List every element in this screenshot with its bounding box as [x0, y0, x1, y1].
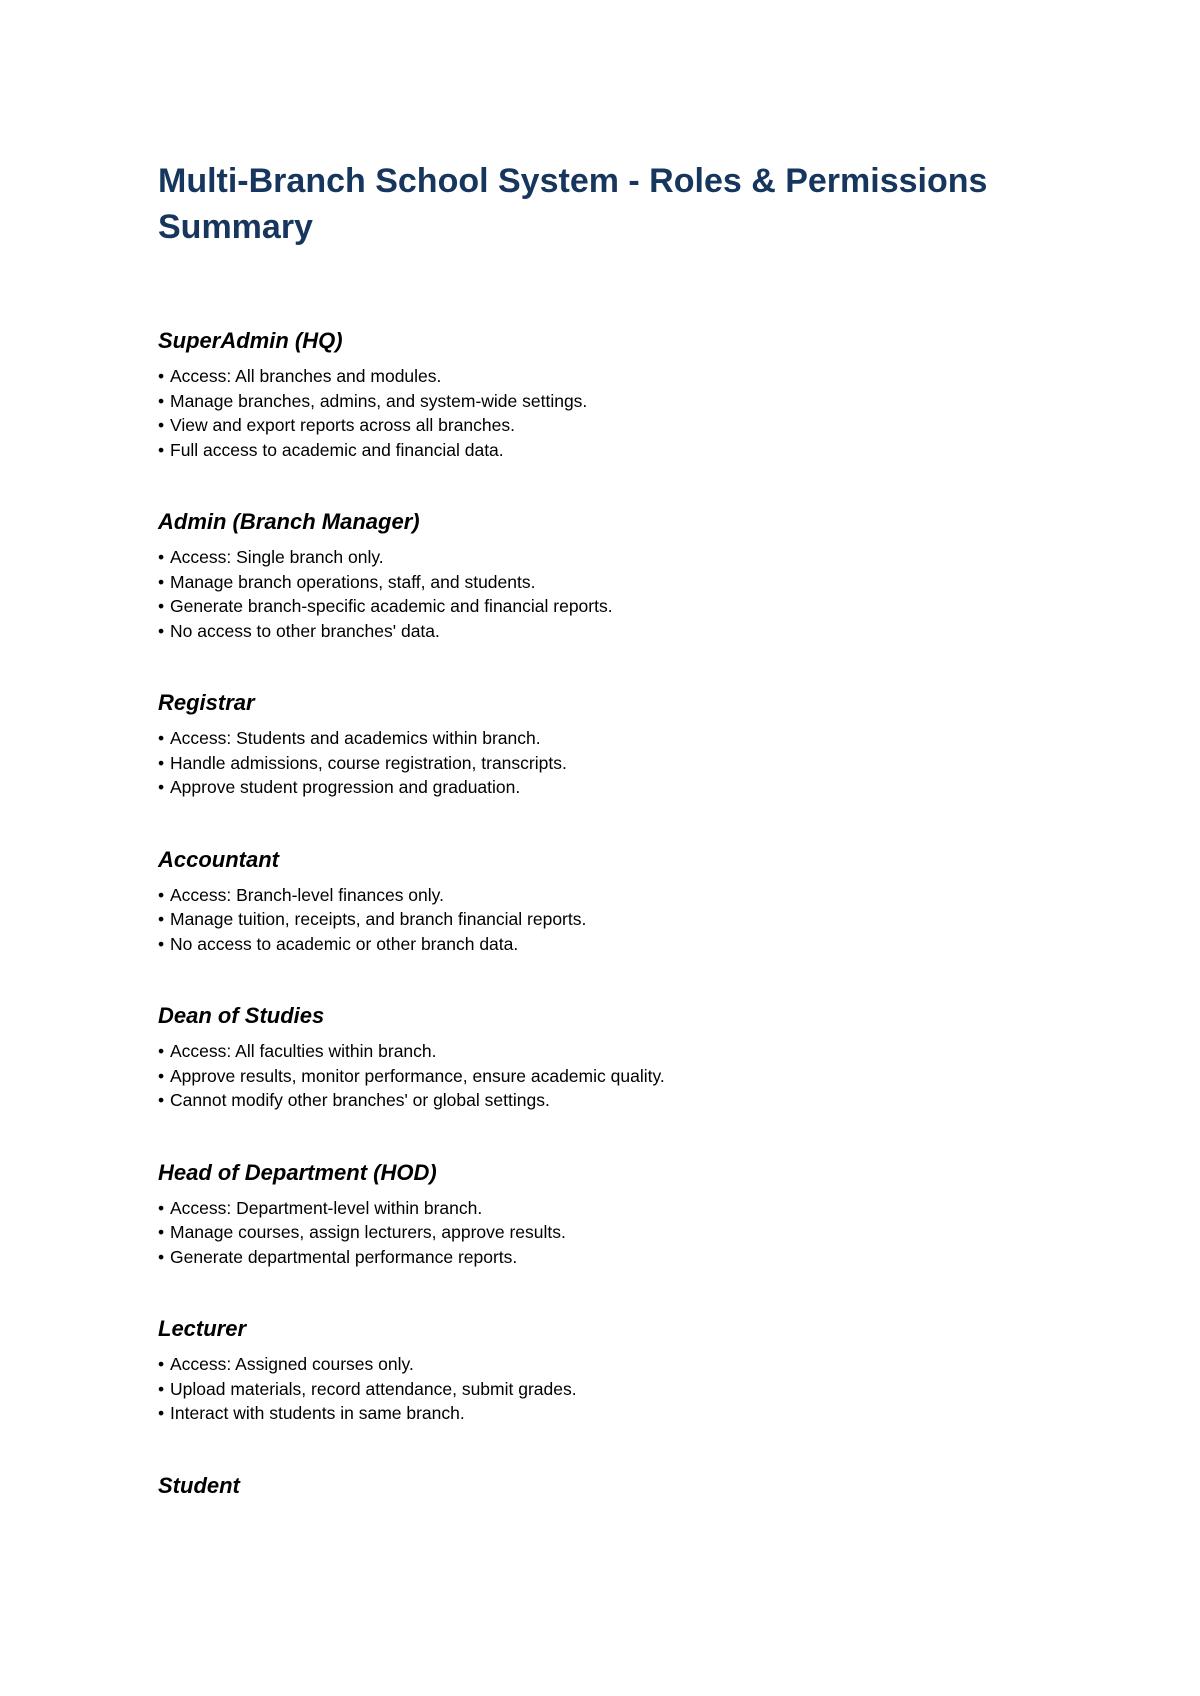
role-section	[158, 690, 1058, 800]
list-item	[158, 1196, 1058, 1221]
bullet-icon: •	[158, 777, 165, 797]
list-item	[158, 883, 1058, 908]
permission-list	[158, 726, 1058, 800]
list-item	[158, 1401, 1058, 1426]
bullet-icon: •	[158, 1197, 165, 1218]
bullet-icon: •	[158, 752, 165, 773]
list-item-text: View and export reports across all branches.	[170, 415, 515, 435]
bullet-icon: •	[158, 909, 165, 929]
list-item-text: Access: Branch-level finances only.	[170, 884, 444, 905]
list-item-text: Access: Students and academics within branch.	[170, 728, 541, 748]
role-heading: SuperAdmin (HQ)	[158, 328, 343, 353]
list-item	[158, 726, 1058, 751]
list-item	[158, 1039, 1058, 1064]
list-item-text: Manage branch operations, staff, and students.	[170, 571, 536, 592]
permission-list	[158, 1196, 1058, 1270]
list-item-text: Approve student progression and graduation.	[170, 777, 521, 797]
roles-sections	[158, 328, 1058, 1499]
list-item	[158, 1088, 1058, 1113]
list-item-text: Access: Assigned courses only.	[170, 1354, 414, 1374]
role-heading: Student	[158, 1472, 240, 1498]
role-section	[158, 328, 1058, 462]
list-item	[158, 619, 1058, 644]
list-item	[158, 751, 1058, 776]
role-heading: Registrar	[158, 690, 255, 715]
list-item-text: Access: Single branch only.	[170, 547, 384, 567]
bullet-icon: •	[158, 1354, 165, 1374]
list-item-text: No access to academic or other branch data.	[170, 933, 519, 954]
list-item-text: Access: All faculties within branch.	[170, 1041, 437, 1061]
bullet-icon: •	[158, 390, 165, 411]
list-item-text: Manage tuition, receipts, and branch financial reports.	[170, 909, 587, 929]
list-item-text: Generate departmental performance reports.	[170, 1246, 518, 1267]
bullet-icon: •	[158, 933, 165, 954]
list-item	[158, 545, 1058, 570]
list-item-text: Full access to academic and financial data.	[170, 439, 504, 460]
list-item	[158, 413, 1058, 438]
list-item-text: Handle admissions, course registration, transcripts.	[170, 752, 567, 773]
bullet-icon: •	[158, 1065, 165, 1086]
page-title: Multi-Branch School System - Roles & Permissions Summary	[158, 162, 988, 246]
role-section	[158, 1473, 1058, 1499]
bullet-icon: •	[158, 1403, 165, 1423]
list-item	[158, 364, 1058, 389]
bullet-icon: •	[158, 728, 165, 748]
bullet-icon: •	[158, 1246, 165, 1267]
role-section	[158, 1316, 1058, 1426]
permission-list	[158, 545, 1058, 643]
list-item-text: Access: All branches and modules.	[170, 366, 442, 386]
list-item-text: Generate branch-specific academic and financial reports.	[170, 596, 613, 616]
role-heading: Admin (Branch Manager)	[158, 509, 420, 534]
role-heading: Head of Department (HOD)	[158, 1159, 437, 1185]
list-item-text: No access to other branches' data.	[170, 620, 440, 641]
bullet-icon: •	[158, 547, 165, 567]
list-item	[158, 438, 1058, 463]
role-section	[158, 1160, 1058, 1270]
bullet-icon: •	[158, 1090, 165, 1110]
bullet-icon: •	[158, 415, 165, 435]
role-heading: Dean of Studies	[158, 1003, 325, 1028]
list-item	[158, 907, 1058, 932]
document-page	[158, 158, 1058, 1546]
list-item	[158, 1352, 1058, 1377]
bullet-icon: •	[158, 439, 165, 460]
list-item-text: Cannot modify other branches' or global settings.	[170, 1090, 550, 1110]
bullet-icon: •	[158, 1222, 165, 1242]
bullet-icon: •	[158, 1041, 165, 1061]
bullet-icon: •	[158, 596, 165, 616]
permission-list	[158, 1039, 1058, 1113]
list-item-text: Access: Department-level within branch.	[170, 1197, 483, 1218]
role-heading: Accountant	[158, 846, 279, 872]
list-item	[158, 1064, 1058, 1089]
list-item	[158, 775, 1058, 800]
list-item-text: Approve results, monitor performance, ensure academic quality.	[170, 1065, 665, 1086]
list-item	[158, 389, 1058, 414]
permission-list	[158, 883, 1058, 957]
bullet-icon: •	[158, 620, 165, 641]
list-item	[158, 570, 1058, 595]
list-item	[158, 1377, 1058, 1402]
bullet-icon: •	[158, 1378, 165, 1399]
list-item	[158, 1220, 1058, 1245]
list-item-text: Manage branches, admins, and system-wide settings.	[170, 390, 588, 411]
permission-list	[158, 1352, 1058, 1426]
list-item-text: Manage courses, assign lecturers, approve results.	[170, 1222, 566, 1242]
list-item-text: Upload materials, record attendance, submit grades.	[170, 1378, 577, 1399]
permission-list	[158, 364, 1058, 462]
role-section	[158, 509, 1058, 643]
list-item	[158, 932, 1058, 957]
role-section	[158, 847, 1058, 957]
list-item	[158, 1245, 1058, 1270]
bullet-icon: •	[158, 884, 165, 905]
bullet-icon: •	[158, 366, 165, 386]
role-section	[158, 1003, 1058, 1113]
bullet-icon: •	[158, 571, 165, 592]
role-heading: Lecturer	[158, 1316, 247, 1341]
list-item	[158, 594, 1058, 619]
list-item-text: Interact with students in same branch.	[170, 1403, 465, 1423]
